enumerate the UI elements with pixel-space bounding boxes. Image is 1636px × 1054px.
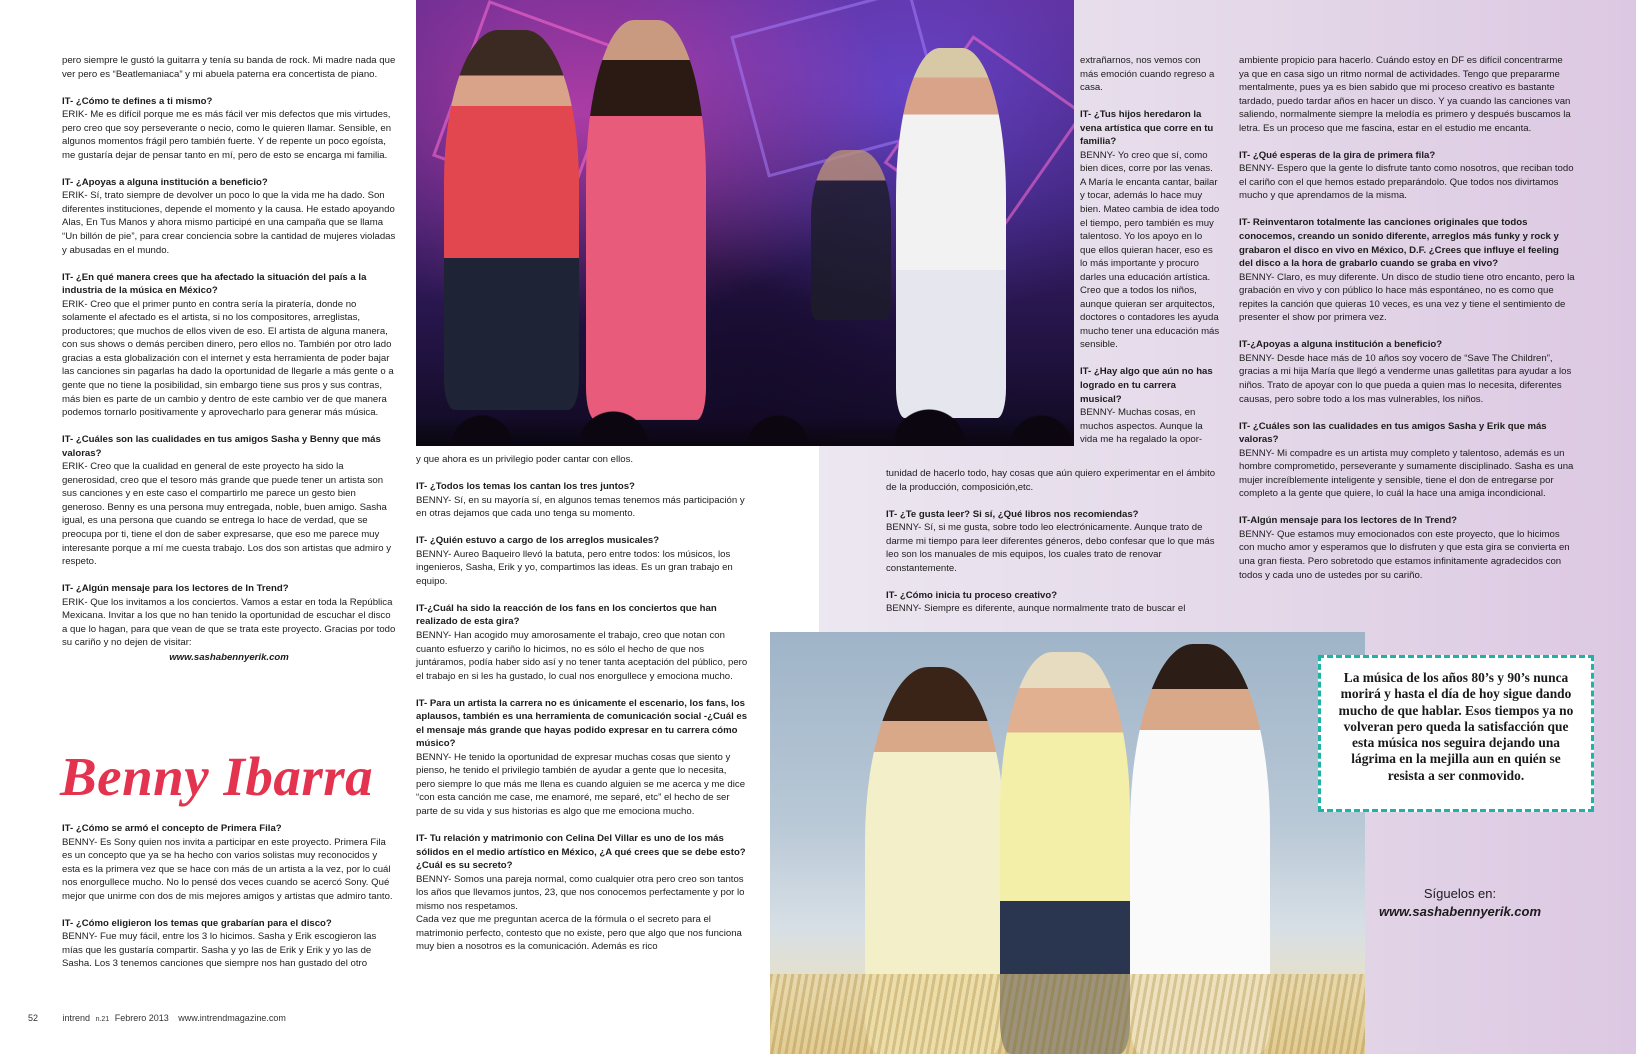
answer: BENNY- Han acogido muy amorosamente el trabajo, creo que notan con cuanto esfuerzo y cariño lo hicimos, no es sólo el hecho de que nos juntáramos, podía haber sido así y no tener tanta aceptación del público, pero el trabajo en si les ha gustado, lo cual nos enorgullece y emociona mucho. [416,629,748,682]
issue-date: Febrero 2013 [114,1013,169,1023]
wheat-field [770,974,1365,1054]
pull-quote: La música de los años 80’s y 90’s nunca morirá y hasta el día de hoy sigue dando mucho de que hablar. Esos tiempos ya no volveran pero queda la satisfacción que esta música nos seguira dejando una lágrima en la mejilla aun en quién se resista a ser conmovido. [1318,655,1594,812]
answer: BENNY- Que estamos muy emocionados con este proyecto, que lo hicimos con mucho amor y esperamos que lo disfruten y que esta gira se convierta en una gran fiesta. Pero sobretodo que estamos infinitamente agradecidos con todos y cada uno de ustedes por su cariño. [1239,528,1570,581]
column-3b [886,467,1221,629]
question: IT- ¿Cuáles son las cualidades en tus amigos Sasha y Benny que más valoras? [62,434,381,459]
qa-block [62,271,396,420]
singer-white-shirt [896,48,1006,418]
issue-number: n.21 [95,1016,110,1023]
question: IT- ¿Cómo se armó el concepto de Primera Fila? [62,823,282,834]
qa-block [1080,365,1220,446]
col3b-intro: tunidad de hacerlo todo, hay cosas que aún quiero experimentar en el ámbito de la producción, composición,etc. [886,468,1216,493]
qa-block [1239,420,1575,501]
singer-pink-dress [586,20,706,420]
answer: ERIK- Que los invitamos a los conciertos. Vamos a estar en toda la República Mexicana. Invitar a los que no han tenido la oportunidad de escuchar el disco a que lo hagan, para que vean de que se trata este proyecto. Gracias por todo su cariño y no dejen de visitar: [62,596,396,649]
qa-block [62,176,396,257]
qa-block [416,697,748,819]
follow-url[interactable]: www.sashabennyerik.com [1378,904,1542,919]
col3-intro: extrañarnos, nos vemos con más emoción cuando regreso a casa. [1080,55,1215,94]
qa-block [1239,514,1575,582]
answer: BENNY- Sí, en su mayoría sí, en algunos temas tenemos más participación y en otras dejamos que cada uno tenga su momento. [416,494,745,520]
answer: ERIK- Creo que la cualidad en general de este proyecto ha sido la generosidad, creo que el tesoro más grande que puede tener un artista son sus canciones y en este caso el compartirlo me parece un gesto bien generoso. Benny es una persona muy entregada, noble, buen amigo. Sasha igual, es una persona que cuando se entrega lo hace de verdad, que se preocupa por ti, tiene el don de saber expresarse, que eso me parece muy interesante porque a mí me cuesta trabajo. Los dos son artistas que admiro y respeto. [62,461,392,568]
page-number: 52 [28,1013,39,1023]
singer-red-shirt [444,30,579,410]
column-4 [1239,54,1575,596]
answer: BENNY- He tenido la oportunidad de expresar muchas cosas que siento y pienso, he tenido el privilegio también de ayudar a gente que lo necesita, pero siempre lo que más me llena es cuando alguien se me acerca y me dice “con esta canción me case, me enamoré, me separé, etc” el hecho de ser parte de su vida y sus historias es algo que me emociona mucho. [416,751,746,818]
qa-block [62,582,396,650]
answer: BENNY- Sí, si me gusta, sobre todo leo electrónicamente. Aunque trato de darme mi tiempo para leer diferentes géneros, debo confesar que lo que más leo son los manuales de mis equipos, los cuales trato de renovar constantemente. [886,522,1215,574]
question: IT- ¿En qué manera crees que ha afectado la situación del país a la industria de la música en México? [62,271,367,297]
guitarist [811,150,891,320]
answer: BENNY- Desde hace más de 10 años soy vocero de “Save The Children”, gracias a mi hija María que llegó a venderme unas galletitas para ayudar a los niños. Trato de apoyar con lo que pueda a quien mas lo necesita, diferentes causas, pero sobre todo a los mas vulnerables, los niños. [1239,352,1572,405]
column-3 [1080,54,1220,460]
answer: BENNY- Muchas cosas, en muchos aspectos. Aunque la vida me ha regalado la opor- [1080,407,1203,446]
qa-block [416,534,748,588]
question: IT- ¿Quién estuvo a cargo de los arreglos musicales? [416,535,660,547]
qa-block [62,822,396,903]
answer: BENNY- Es Sony quien nos invita a participar en este proyecto. Primera Fila es un concepto que ya se ha hecho con varios solistas muy reconocidos y esta es la primera vez que se hace con más de un artista a la vez, por lo cuál nos enorgullece mucho. No lo pensé dos veces cuando se acercó Sony. Qué mejor que unirme con dos de mis mejores amigos y artistas que admiro tanto. [62,836,393,902]
question: IT-Algún mensaje para los lectores de In Trend? [1239,515,1458,527]
column-2 [416,453,748,968]
column-1b [62,822,396,984]
question: IT- ¿Cómo eligieron los temas que grabarían para el disco? [62,917,332,929]
answer: ERIK- Creo que el primer punto en contra sería la piratería, donde no solamente el afectado es el artista, si no los compositores, arreglistas, productores; que muchos de ellos viven de eso. El artista de alguna manera, con sus shows o demás perciben dinero, pero ellos no. También por otro lado gracias a esta globalización con el internet y esta herramienta de poder bajar las canciones sin pagarlas ha dado la oportunidad de llegarle a más gente o a gente que no tiene la posibilidad, sin embargo tiene sus pros y sus contras, más bien es parte de un cambio y dentro de este cambio ver de que manera podemos tornarlo positivamente y aprovecharlo para generar más música. [62,298,394,419]
answer: BENNY- Mi compadre es un artista muy completo y talentoso, además es un hombre comprometido, perseverante y sumamente disciplinado. Sasha es una mujer increíblemente inteligente y sensible, tiene el don de entregarse por completo a la gente que quiere, lo cuál la hace una amiga incondicional. [1239,447,1574,500]
qa-block [62,917,396,971]
article-title: Benny Ibarra [60,746,374,807]
qa-block [886,589,1221,616]
qa-block [416,480,748,521]
qa-block [62,433,396,568]
audience [416,376,1074,446]
question: IT- Reinventaron totalmente las canciones originales que todos conocemos, creando un sonido diferente, arreglos más funky y rock y grabaron el disco en vivo en México, D.F. ¿Crees que influye el feeling del disco a la hora de grabarlo cuando se graba en vivo? [1239,217,1559,270]
question: IT-¿Apoyas a alguna institución a beneficio? [1239,339,1443,351]
answer: BENNY- Espero que la gente lo disfrute tanto como nosotros, que reciban todo el cariño con el que hemos estado preparándolo. Que todos nos divirtamos mucho y que aprendamos de la misma. [1239,163,1574,202]
question: IT- ¿Apoyas a alguna institución a beneficio? [62,176,268,188]
column-1 [62,54,396,665]
question: IT- Tu relación y matrimonio con Celina Del Villar es uno de los más sólidos en el medio artístico en México, ¿A qué crees que se debe esto? ¿Cuál es su secreto? [416,833,746,872]
magazine-name: intrend [62,1013,91,1023]
col2-intro: y que ahora es un privilegio poder cantar con ellos. [416,454,634,465]
col4-intro: ambiente propicio para hacerlo. Cuándo estoy en DF es difícil concentrarme ya que en casa sigo un ritmo normal de actividades. Tengo que prepararme mentalmente, pues ya es bien sabido que mi proceso creativo es bastante tardado, puedo tardar años en hacer un disco. Y ya cuando las canciones van saliendo, normalmente siempre la melodía es primero y después buscamos la letra. Es un proceso que me fascina, estar en el estudio me encanta. [1239,55,1571,134]
question: IT- ¿Qué esperas de la gira de primera fila? [1239,149,1436,161]
question: IT- Para un artista la carrera no es únicamente el escenario, los fans, los aplausos, también es una herramienta de comunicación social -¿Cuál es el mensaje más grande que hayas podido expresar en tu carrera cómo músico? [416,697,748,750]
concert-photo [416,0,1074,446]
question: IT- ¿Hay algo que aún no has logrado en tu carrera musical? [1080,366,1213,405]
page-footer [28,1013,293,1023]
answer: ERIK- Sí, trato siempre de devolver un poco lo que la vida me ha dado. Son diferentes instituciones, depende el momento y la causa. He estado apoyando Alas, En Tus Manos y ahora mismo participé en una campaña que se llama “Un billón de pie”, para crear conciencia sobre la cantidad de mujeres violadas y abusadas en el mundo. [62,190,396,256]
answer: BENNY- Somos una pareja normal, como cualquier otra pero creo son tantos los años que llevamos juntos, 23, que nos conocemos perfectamente y por lo mismo nos respetamos. Cada vez que me preguntan acerca de la fórmula o el secreto para el matrimonio perfecto, contesto que no existe, pero que algo que nos funciona muy bien a nosotros es la comunicación. Además es rico [416,873,745,953]
question: IT- ¿Cómo inicia tu proceso creativo? [886,589,1058,601]
answer: ERIK- Me es difícil porque me es más fácil ver mis defectos que mis virtudes, pero creo que soy perseverante o necio, como le quieren llamar. Sensible, en algunos momentos frágil pero también fuerte. Y de repente un poco egoísta, me gustaría dejar de pensar tanto en mí, pero de esto se encarga mi familia. [62,109,392,161]
follow-label: Síguelos en: [1423,886,1497,901]
qa-block [416,832,748,954]
qa-block [1239,338,1575,406]
question: IT- ¿Cuáles son las cualidades en tus amigos Sasha y Erik que más valoras? [1239,420,1547,446]
question: IT- ¿Tus hijos heredaron la vena artística que corre en tu familia? [1080,109,1214,148]
magazine-site[interactable]: www.intrendmagazine.com [178,1013,286,1023]
answer: BENNY- Siempre es diferente, aunque normalmente trato de buscar el [886,603,1186,615]
qa-block [1239,216,1575,324]
follow-block [1370,885,1550,921]
qa-block [1080,108,1220,352]
answer: BENNY- Fue muy fácil, entre los 3 lo hicimos. Sasha y Erik escogieron las mías que les gustaría compartir. Sasha y yo las de Erik y Erik y yo las de Sasha. Los 3 tenemos canciones que siempre nos han gustado del otro [62,931,377,970]
qa-block [62,95,396,163]
trio-photo [770,632,1365,1054]
qa-block [416,602,748,683]
question: IT- ¿Todos los temas los cantan los tres juntos? [416,481,635,493]
col1-intro: pero siempre le gustó la guitarra y tenía su banda de rock. Mi madre nada que ver pero es “Beatlemaniaca” y mi abuela paterna era concertista de piano. [62,55,396,80]
answer: BENNY- Claro, es muy diferente. Un disco de studio tiene otro encanto, pero la grabación en vivo y con público lo hace más espontáneo, no es como que repites la canción que quieras 10 veces, es una vez y tiene el sentimiento de presenter el show por primera vez. [1239,271,1575,324]
answer: BENNY- Aureo Baqueiro llevó la batuta, pero entre todos: los músicos, los ingenieros, Sasha, Erik y yo, compartimos las ideas. Es un gran trabajo en equipo. [416,548,733,587]
question: IT-¿Cuál ha sido la reacción de los fans en los conciertos que han realizado de esta gira? [416,602,717,628]
question: IT- ¿Te gusta leer? Si sí, ¿Qué libros nos recomiendas? [886,508,1139,520]
question: IT- ¿Algún mensaje para los lectores de In Trend? [62,583,289,595]
qa-block [1239,149,1575,203]
website-link[interactable]: www.sashabennyerik.com [169,652,289,664]
qa-block [886,508,1221,576]
question: IT- ¿Cómo te defines a ti mismo? [62,95,213,107]
answer: BENNY- Yo creo que sí, como bien dices, corre por las venas. A María le encanta cantar, bailar y tocar, además lo hace muy bien. Mateo cambia de idea todo el tiempo, pero también es muy talentoso. Yo los apoyo en lo que ellos quieran hacer, eso es lo más importante y procuro darles una educación artística. Creo que a todos los niños, aunque quieran ser arquitectos, doctores o contadores les ayuda mucho tener una educación más sensible. [1080,149,1220,351]
